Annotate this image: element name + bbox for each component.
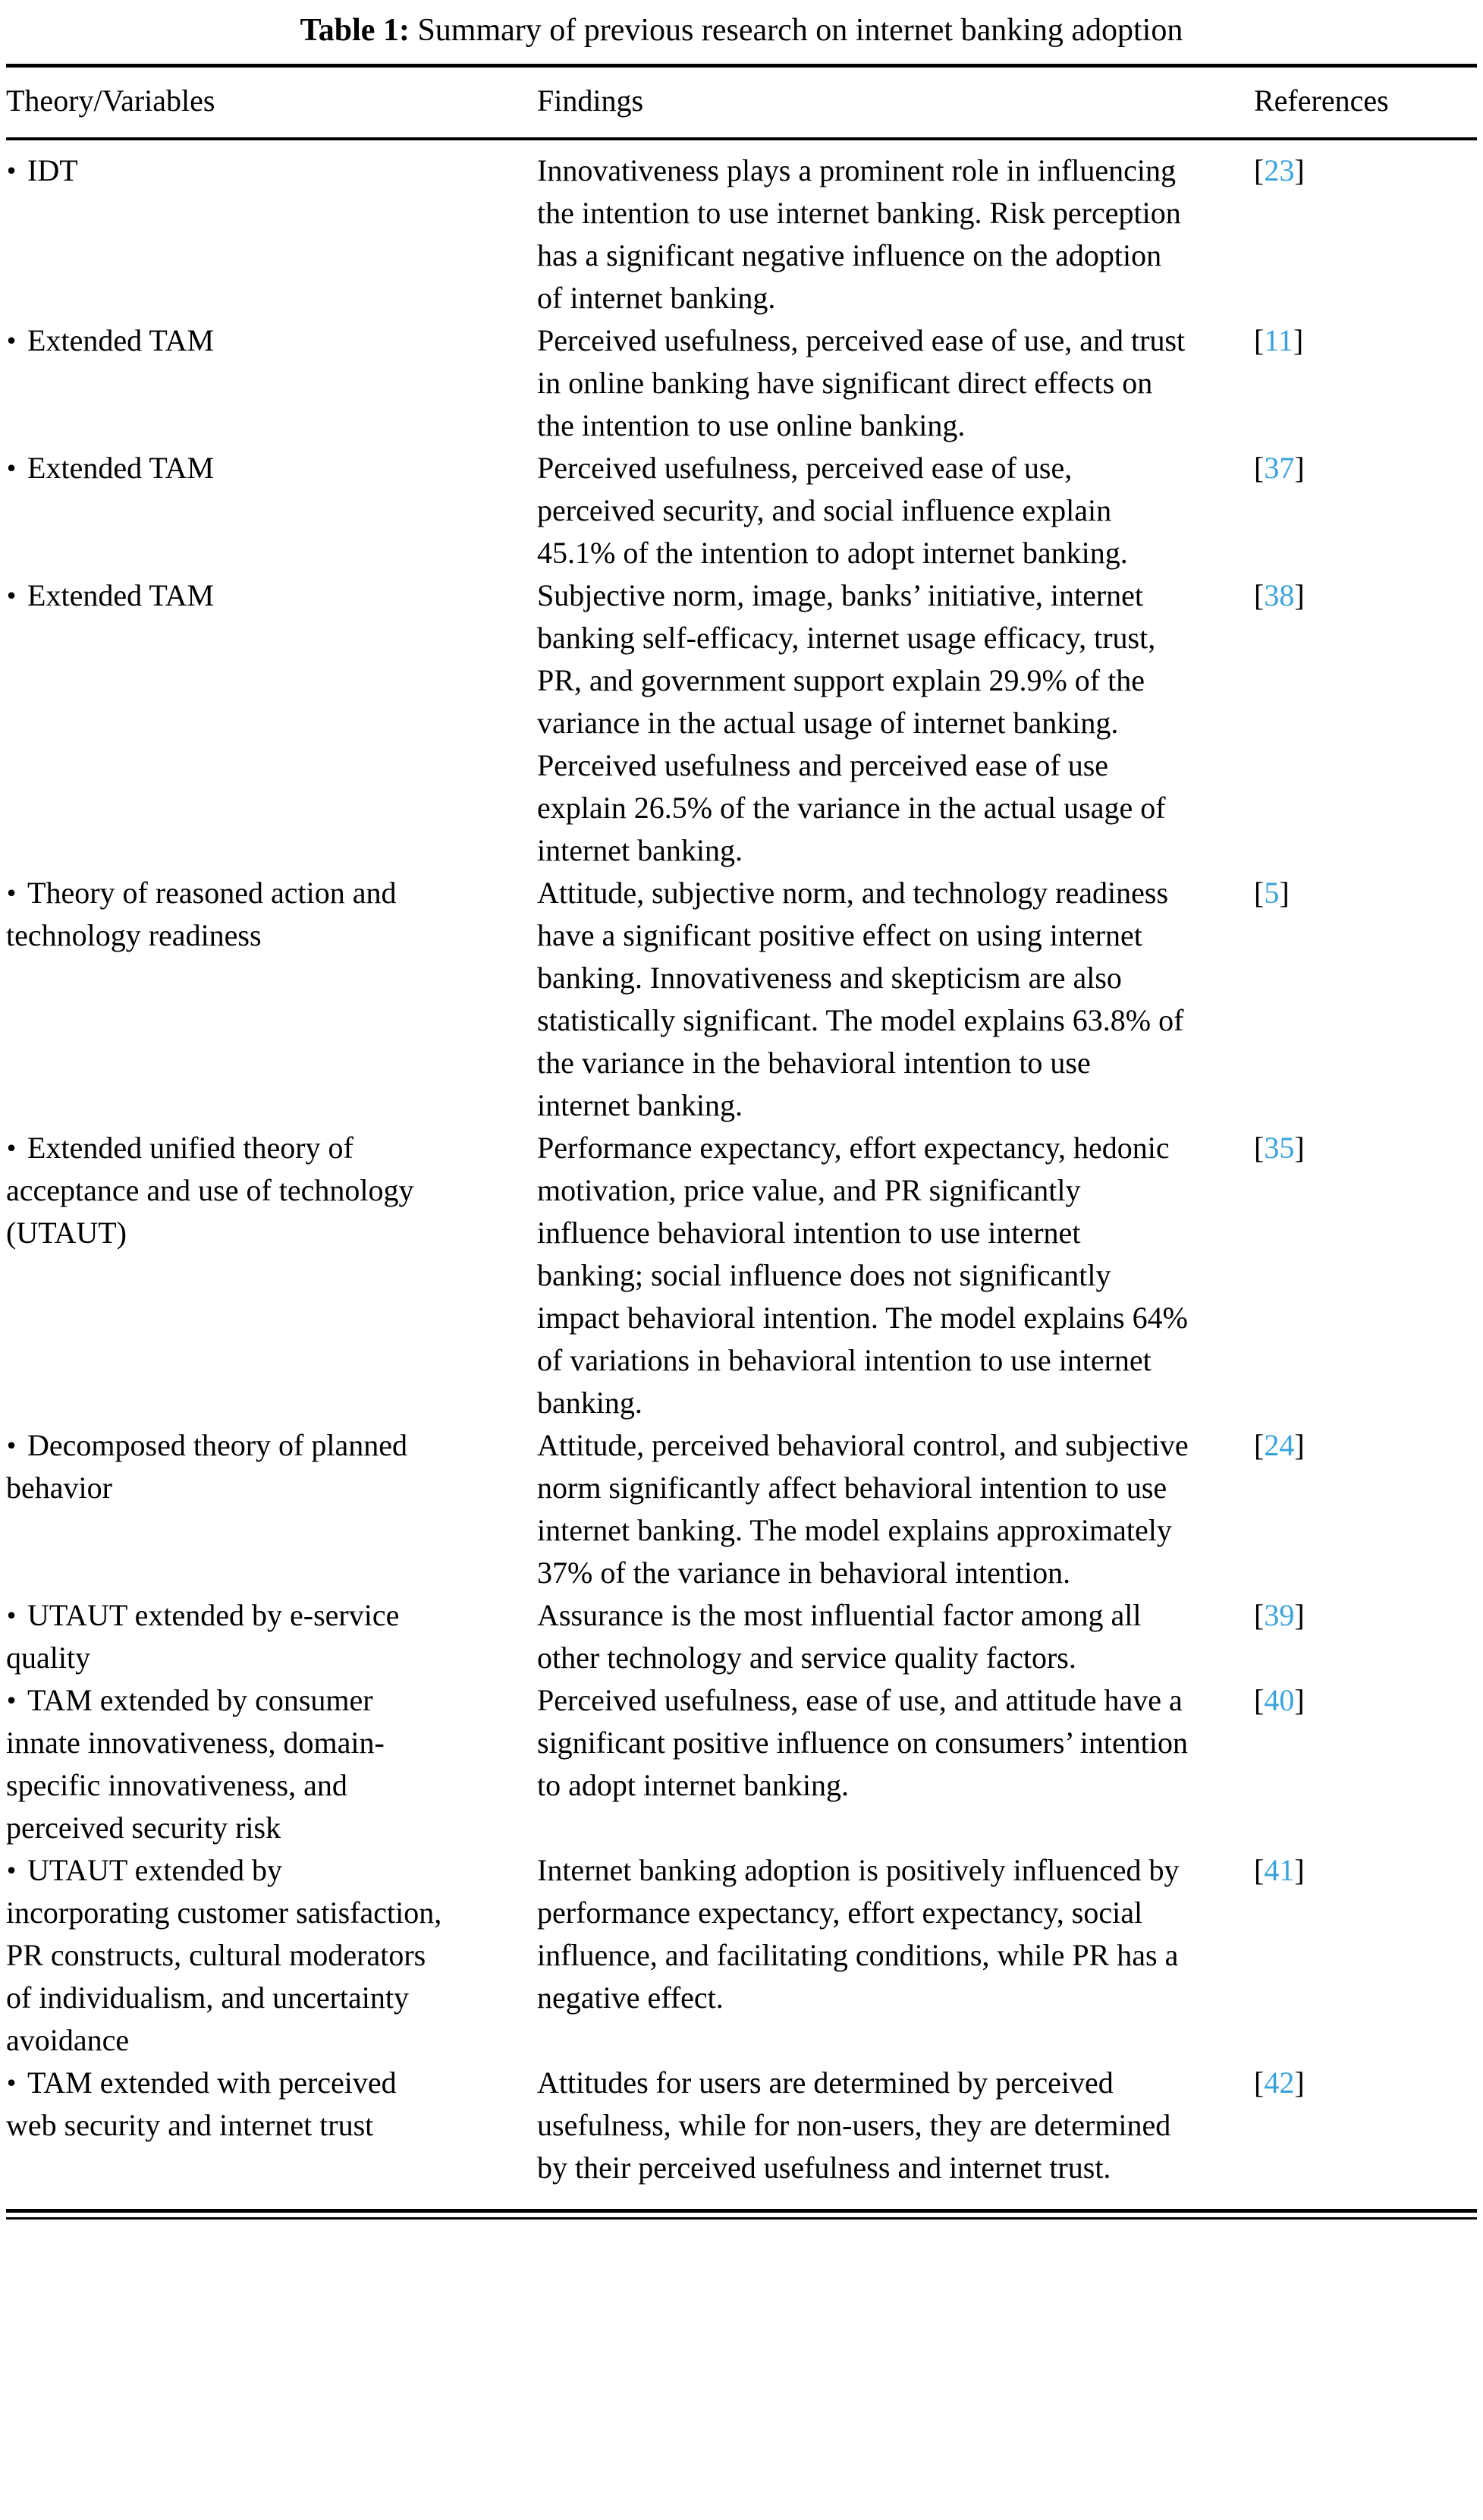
theory-text: TAM extended by consumer innate innovativeness, domain-specific innovativeness, and perceived security risk	[6, 1683, 385, 1845]
reference-cell	[1254, 139, 1477, 319]
theory-text: IDT	[27, 153, 78, 187]
table-row	[6, 872, 1477, 1127]
theory-text: Extended TAM	[27, 323, 215, 357]
theory-text: UTAUT extended by e-service quality	[6, 1598, 400, 1675]
reference-cell	[1254, 1849, 1477, 2062]
reference-link[interactable]: 5	[1264, 876, 1280, 910]
bullet-icon: •	[6, 325, 17, 356]
reference-link[interactable]: 24	[1264, 1428, 1295, 1462]
ref-bracket-close: ]	[1294, 2065, 1305, 2100]
header-row	[6, 66, 1477, 140]
column-header-references: References	[1254, 66, 1477, 140]
table-caption-text: Summary of previous research on internet banking adoption	[417, 13, 1183, 48]
ref-bracket-open: [	[1254, 1131, 1265, 1165]
table-row	[6, 1127, 1477, 1424]
table-row	[6, 1679, 1477, 1849]
findings-cell: Perceived usefulness, perceived ease of use, and trust in online banking have significant direct effects on the intention to use online banking.	[537, 323, 1186, 442]
findings-cell: Attitude, subjective norm, and technology readiness have a significant positive effect on using internet banking. Innovativeness and skepticism are also statistically significant. The model explains 63.8% of the variance in the behavioral intention to use internet banking.	[537, 876, 1184, 1122]
bullet-icon: •	[6, 1855, 17, 1886]
findings-cell: Assurance is the most influential factor among all other technology and service quality factors.	[537, 1598, 1142, 1675]
reference-cell	[1254, 447, 1477, 574]
column-header-theory: Theory/Variables	[6, 66, 537, 140]
theory-cell	[6, 1127, 537, 1424]
reference-link[interactable]: 39	[1264, 1598, 1295, 1632]
table-caption	[6, 5, 1477, 64]
reference-link[interactable]: 37	[1264, 451, 1295, 485]
findings-cell: Perceived usefulness, perceived ease of use, perceived security, and social influence explain 45.1% of the intention to adopt internet banking.	[537, 451, 1128, 570]
ref-bracket-close: ]	[1294, 1428, 1305, 1462]
findings-cell: Attitude, perceived behavioral control, and subjective norm significantly affect behavioral intention to use internet banking. The model explains approximately 37% of the variance in behavioral intention.	[537, 1428, 1189, 1590]
theory-cell	[6, 1679, 537, 1849]
ref-bracket-open: [	[1254, 451, 1265, 485]
ref-bracket-close: ]	[1294, 1131, 1305, 1165]
theory-cell	[6, 1849, 537, 2062]
table-row	[6, 574, 1477, 872]
theory-cell	[6, 319, 537, 447]
reference-cell	[1254, 1424, 1477, 1594]
theory-text: Extended TAM	[27, 578, 215, 612]
ref-bracket-close: ]	[1294, 578, 1305, 612]
reference-cell	[1254, 2062, 1477, 2189]
theory-text: Decomposed theory of planned behavior	[6, 1428, 407, 1505]
reference-cell	[1254, 1594, 1477, 1679]
reference-link[interactable]: 40	[1264, 1683, 1295, 1717]
bullet-icon: •	[6, 580, 17, 611]
reference-link[interactable]: 35	[1264, 1131, 1295, 1165]
theory-text: UTAUT extended by incorporating customer satisfaction, PR constructs, cultural moderators of individualism, and uncertainty avoidance	[6, 1853, 442, 2057]
reference-link[interactable]: 41	[1264, 1853, 1295, 1887]
table-bottom-rule	[6, 2209, 1477, 2220]
reference-cell	[1254, 574, 1477, 872]
table-row	[6, 2062, 1477, 2189]
reference-link[interactable]: 38	[1264, 578, 1295, 612]
findings-cell: Performance expectancy, effort expectancy, hedonic motivation, price value, and PR significantly influence behavioral intention to use internet banking; social influence does not significantly impact behavioral intention. The model explains 64% of variations in behavioral intention to use internet banking.	[537, 1131, 1188, 1420]
ref-bracket-open: [	[1254, 1683, 1265, 1717]
reference-cell	[1254, 319, 1477, 447]
theory-cell	[6, 447, 537, 574]
ref-bracket-open: [	[1254, 153, 1265, 187]
bullet-icon: •	[6, 1132, 17, 1163]
reference-cell	[1254, 872, 1477, 1127]
findings-cell: Attitudes for users are determined by perceived usefulness, while for non-users, they are determined by their perceived usefulness and internet trust.	[537, 2065, 1171, 2185]
reference-link[interactable]: 42	[1264, 2065, 1295, 2100]
theory-cell	[6, 139, 537, 319]
table-row	[6, 319, 1477, 447]
ref-bracket-close: ]	[1279, 876, 1290, 910]
bullet-icon: •	[6, 1685, 17, 1716]
ref-bracket-close: ]	[1294, 1853, 1305, 1887]
ref-bracket-open: [	[1254, 1853, 1265, 1887]
theory-text: Theory of reasoned action and technology readiness	[6, 876, 397, 952]
table-row	[6, 447, 1477, 574]
ref-bracket-close: ]	[1294, 1598, 1305, 1632]
theory-text: TAM extended with perceived web security and internet trust	[6, 2065, 397, 2142]
table-caption-label: Table 1:	[300, 13, 410, 48]
theory-cell	[6, 574, 537, 872]
findings-cell: Innovativeness plays a prominent role in influencing the intention to use internet banking. Risk perception has a significant negative influence on the adoption of internet banking.	[537, 153, 1181, 315]
table-row	[6, 1849, 1477, 2062]
reference-link[interactable]: 23	[1264, 153, 1295, 187]
summary-table	[6, 64, 1477, 2189]
ref-bracket-open: [	[1254, 2065, 1265, 2100]
theory-cell	[6, 2062, 537, 2189]
table-row	[6, 1424, 1477, 1594]
findings-cell: Subjective norm, image, banks’ initiative, internet banking self-efficacy, internet usage efficacy, trust, PR, and government support explain 29.9% of the variance in the actual usage of internet banking. Perceived usefulness and perceived ease of use explain 26.5% of the variance in the actual usage of internet banking.	[537, 578, 1166, 867]
theory-cell	[6, 872, 537, 1127]
table-row	[6, 139, 1477, 319]
ref-bracket-open: [	[1254, 323, 1265, 357]
theory-text: Extended TAM	[27, 451, 215, 485]
ref-bracket-open: [	[1254, 1428, 1265, 1462]
bullet-icon: •	[6, 1600, 17, 1631]
reference-cell	[1254, 1127, 1477, 1424]
column-header-findings: Findings	[537, 66, 1254, 140]
ref-bracket-close: ]	[1294, 153, 1305, 187]
bullet-icon: •	[6, 452, 17, 483]
ref-bracket-close: ]	[1294, 1683, 1305, 1717]
findings-cell: Perceived usefulness, ease of use, and attitude have a significant positive influence on consumers’ intention to adopt internet banking.	[537, 1683, 1188, 1802]
table-row	[6, 1594, 1477, 1679]
ref-bracket-open: [	[1254, 876, 1265, 910]
theory-text: Extended unified theory of acceptance and use of technology (UTAUT)	[6, 1131, 414, 1250]
bullet-icon: •	[6, 155, 17, 186]
reference-link[interactable]: 11	[1264, 323, 1293, 357]
ref-bracket-close: ]	[1293, 323, 1304, 357]
bullet-icon: •	[6, 877, 17, 908]
bullet-icon: •	[6, 1430, 17, 1461]
theory-cell	[6, 1594, 537, 1679]
reference-cell	[1254, 1679, 1477, 1849]
findings-cell: Internet banking adoption is positively influenced by performance expectancy, effort expectancy, social influence, and facilitating conditions, while PR has a negative effect.	[537, 1853, 1180, 2015]
ref-bracket-close: ]	[1294, 451, 1305, 485]
bullet-icon: •	[6, 2067, 17, 2098]
ref-bracket-open: [	[1254, 578, 1265, 612]
theory-cell	[6, 1424, 537, 1594]
ref-bracket-open: [	[1254, 1598, 1265, 1632]
